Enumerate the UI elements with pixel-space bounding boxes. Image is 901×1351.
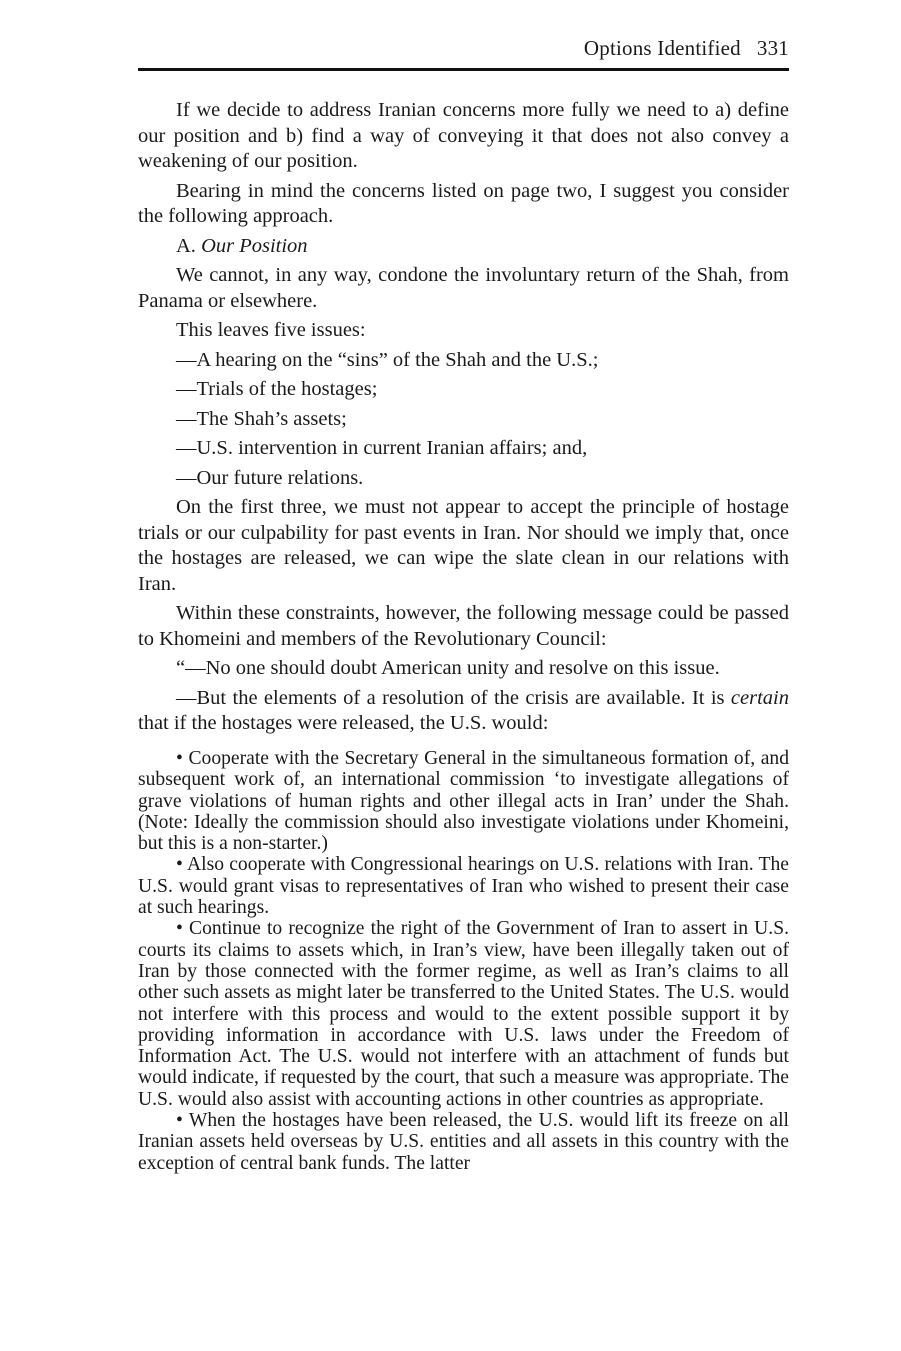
issue-item: —Our future relations. bbox=[176, 466, 364, 489]
bullet-item: • When the hostages have been released, the U.S. would lift its freeze on all Iranian assets held overseas by U.S. entities and all assets in this country with the exception of central bank funds. The latter bbox=[138, 1110, 789, 1174]
paragraph: This leaves five issues: bbox=[176, 319, 366, 341]
paragraph: Within these constraints, however, the following message could be passed to Khomeini and members of the Revolutionary Council: bbox=[138, 602, 789, 650]
header-rule bbox=[138, 68, 789, 71]
bullet-item: • Cooperate with the Secretary General in the simultaneous formation of, and subsequent work of, an international commission ‘to investigate allegations of grave violations of human rights and other illegal acts in Iran’ under the Shah. (Note: Ideally the commission should also investigate violations under Khomeini, but this is a non-starter.) bbox=[138, 748, 789, 855]
running-title: Options Identified bbox=[583, 36, 741, 60]
paragraph: Bearing in mind the concerns listed on page two, I suggest you consider the following approach. bbox=[138, 179, 789, 227]
paragraph: If we decide to address Iranian concerns more fully we need to a) define our position and b) find a way of conveying it that does not also convey a weakening of our position. bbox=[138, 99, 789, 172]
section-heading bbox=[138, 234, 789, 260]
main-text bbox=[138, 98, 789, 741]
page-number: 331 bbox=[756, 36, 789, 60]
issue-item: —The Shah’s assets; bbox=[176, 407, 347, 430]
issue-item: —A hearing on the “sins” of the Shah and the U.S.; bbox=[176, 348, 599, 371]
section-label: A. bbox=[176, 234, 202, 257]
issue-item: —U.S. intervention in current Iranian affairs; and, bbox=[176, 437, 588, 459]
paragraph: On the first three, we must not appear to accept the principle of hostage trials or our culpability for past events in Iran. Nor should we imply that, once the hostages are released, we can wipe the slate clean in our relations with Iran. bbox=[138, 496, 789, 595]
paragraph: —But the elements of a resolution of the crisis are available. It is certain that if the hostages were released, the U.S. would: bbox=[138, 686, 789, 734]
bullet-item: • Continue to recognize the right of the Government of Iran to assert in U.S. courts its claims to assets which, in Iran’s view, have been illegally taken out of Iran by those connected with the former regime, as well as Iran’s claims to all other such assets as might later be transferred to the United States. The U.S. would not interfere with this process and would to the extent possible support it by providing information in accordance with U.S. laws under the Freedom of Information Act. The U.S. would not interfere with an attachment of funds but would indicate, if requested by the court, that such a measure was appropriate. The U.S. would also assist with accounting actions in other countries as appropriate. bbox=[138, 918, 789, 1110]
section-title: Our Position bbox=[201, 234, 308, 257]
bullet-item: • Also cooperate with Congressional hearings on U.S. relations with Iran. The U.S. would grant visas to representatives of Iran who wished to present their case at such hearings. bbox=[138, 854, 789, 919]
paragraph: “—No one should doubt American unity and resolve on this issue. bbox=[176, 657, 720, 679]
emphasis: certain bbox=[730, 686, 789, 709]
running-head bbox=[584, 36, 789, 61]
paragraph: We cannot, in any way, condone the involuntary return of the Shah, from Panama or elsewhere. bbox=[138, 264, 789, 312]
issue-item: —Trials of the hostages; bbox=[176, 378, 378, 400]
extract-block bbox=[138, 748, 789, 1174]
